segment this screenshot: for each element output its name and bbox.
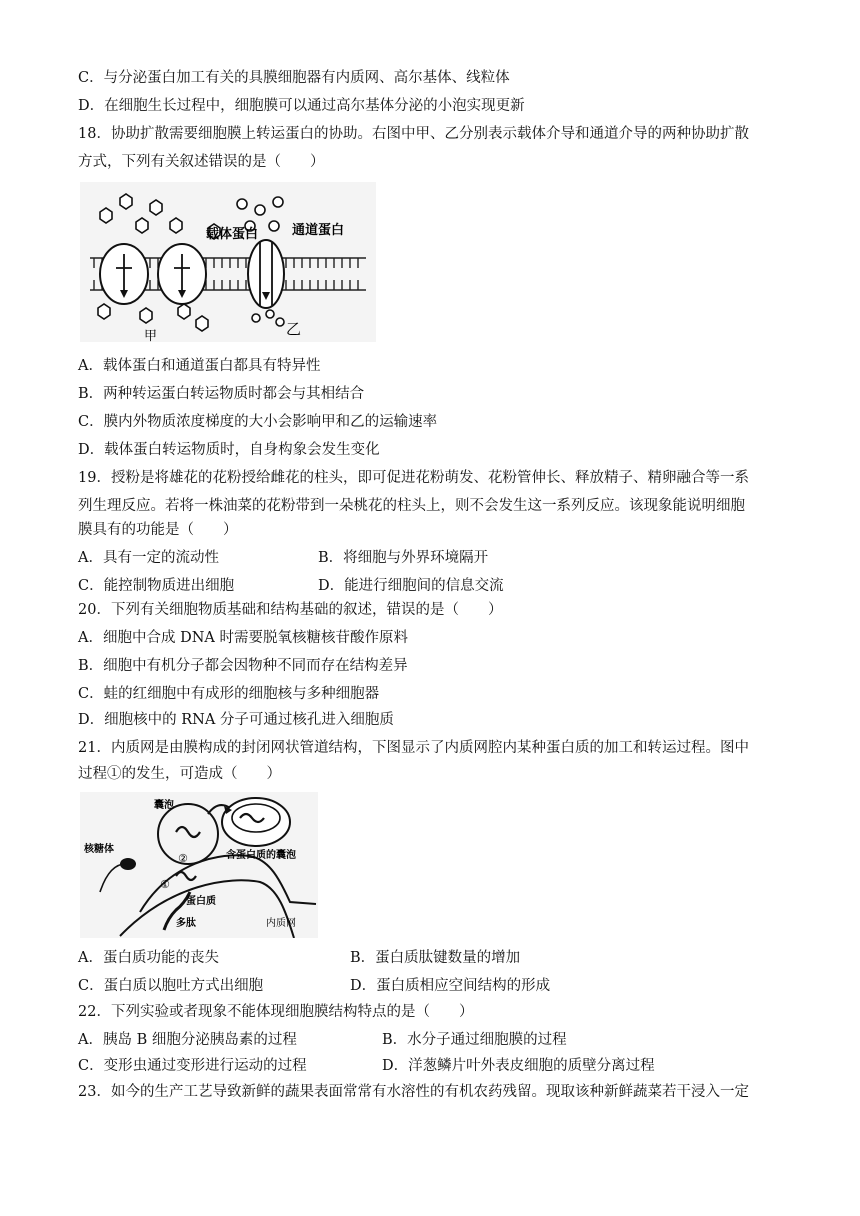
label-carrier-protein: 载体蛋白 bbox=[206, 227, 259, 242]
q22-option-b: B．水分子通过细胞膜的过程 bbox=[382, 1032, 567, 1048]
label-channel-protein: 通道蛋白 bbox=[292, 223, 345, 238]
q18-option-b: B．两种转运蛋白转运物质时都会与其相结合 bbox=[78, 386, 365, 402]
label-yi: 乙 bbox=[286, 320, 302, 338]
q18-option-a: A．载体蛋白和通道蛋白都具有特异性 bbox=[78, 358, 321, 374]
er-protein-figure bbox=[80, 792, 318, 938]
label-protein: 蛋白质 bbox=[186, 896, 216, 907]
q19-stem-line-3: 膜具有的功能是（ ） bbox=[78, 522, 238, 538]
q19-option-c: C．能控制物质进出细胞 bbox=[78, 578, 235, 594]
q22-option-c: C．变形虫通过变形进行运动的过程 bbox=[78, 1058, 307, 1074]
q18-option-d: D．载体蛋白转运物质时，自身构象会发生变化 bbox=[78, 442, 380, 458]
label-er: 内质网 bbox=[266, 918, 296, 929]
label-step-2: ② bbox=[178, 852, 188, 865]
q20-option-c: C．蛙的红细胞中有成形的细胞核与多种细胞器 bbox=[78, 686, 380, 702]
q18-option-c: C．膜内外物质浓度梯度的大小会影响甲和乙的运输速率 bbox=[78, 414, 438, 430]
q20-option-d: D．细胞核中的 RNA 分子可通过核孔进入细胞质 bbox=[78, 712, 394, 728]
membrane-transport-diagram bbox=[80, 182, 376, 342]
label-step-1: ① bbox=[160, 878, 170, 891]
q19-stem-line-1: 19．授粉是将雄花的花粉授给雌花的柱头，即可促进花粉萌发、花粉管伸长、释放精子、精卵融合等一系 bbox=[78, 470, 749, 486]
q18-stem-line-1: 18．协助扩散需要细胞膜上转运蛋白的协助。右图中甲、乙分别表示载体介导和通道介导的两种协助扩散 bbox=[78, 126, 749, 142]
q22-option-a: A．胰岛 B 细胞分泌胰岛素的过程 bbox=[78, 1032, 297, 1048]
label-vesicle: 囊泡 bbox=[154, 800, 174, 811]
label-polypeptide: 多肽 bbox=[176, 918, 196, 929]
q21-option-d: D．蛋白质相应空间结构的形成 bbox=[350, 978, 551, 994]
membrane-transport-figure bbox=[80, 182, 376, 342]
q20-option-b: B．细胞中有机分子都会因物种不同而存在结构差异 bbox=[78, 658, 408, 674]
q20-stem: 20．下列有关细胞物质基础和结构基础的叙述，错误的是（ ） bbox=[78, 602, 503, 618]
q19-stem-line-2: 列生理反应。若将一株油菜的花粉带到一朵桃花的柱头上，则不会发生这一系列反应。该现象能说明细胞 bbox=[78, 498, 745, 514]
q21-option-a: A．蛋白质功能的丧失 bbox=[78, 950, 219, 966]
q21-option-b: B．蛋白质肽键数量的增加 bbox=[350, 950, 521, 966]
label-protein-vesicle: 含蛋白质的囊泡 bbox=[226, 850, 296, 861]
q19-option-a: A．具有一定的流动性 bbox=[78, 550, 219, 566]
q18-stem-line-2: 方式，下列有关叙述错误的是（ ） bbox=[78, 154, 325, 170]
channel-protein bbox=[248, 240, 284, 308]
q22-stem: 22．下列实验或者现象不能体现细胞膜结构特点的是（ ） bbox=[78, 1004, 474, 1020]
q21-stem-line-1: 21．内质网是由膜构成的封闭网状管道结构，下图显示了内质网腔内某种蛋白质的加工和转运过程。图中 bbox=[78, 740, 749, 756]
q21-option-c: C．蛋白质以胞吐方式出细胞 bbox=[78, 978, 264, 994]
q19-option-d: D．能进行细胞间的信息交流 bbox=[318, 578, 504, 594]
label-ribosome: 核糖体 bbox=[84, 844, 114, 855]
q17-option-d: D．在细胞生长过程中，细胞膜可以通过高尔基体分泌的小泡实现更新 bbox=[78, 98, 525, 114]
er-protein-diagram bbox=[80, 792, 318, 938]
q20-option-a: A．细胞中合成 DNA 时需要脱氧核糖核苷酸作原料 bbox=[78, 630, 408, 646]
q22-option-d: D．洋葱鳞片叶外表皮细胞的质壁分离过程 bbox=[382, 1058, 655, 1074]
label-jia: 甲 bbox=[144, 329, 158, 342]
q17-option-c: C．与分泌蛋白加工有关的具膜细胞器有内质网、高尔基体、线粒体 bbox=[78, 70, 510, 86]
q19-option-b: B．将细胞与外界环境隔开 bbox=[318, 550, 489, 566]
q23-stem-line-1: 23．如今的生产工艺导致新鲜的蔬果表面常常有水溶性的有机农药残留。现取该种新鲜蔬菜若干浸入一定 bbox=[78, 1084, 749, 1100]
q21-stem-line-2: 过程①的发生，可造成（ ） bbox=[78, 766, 281, 782]
